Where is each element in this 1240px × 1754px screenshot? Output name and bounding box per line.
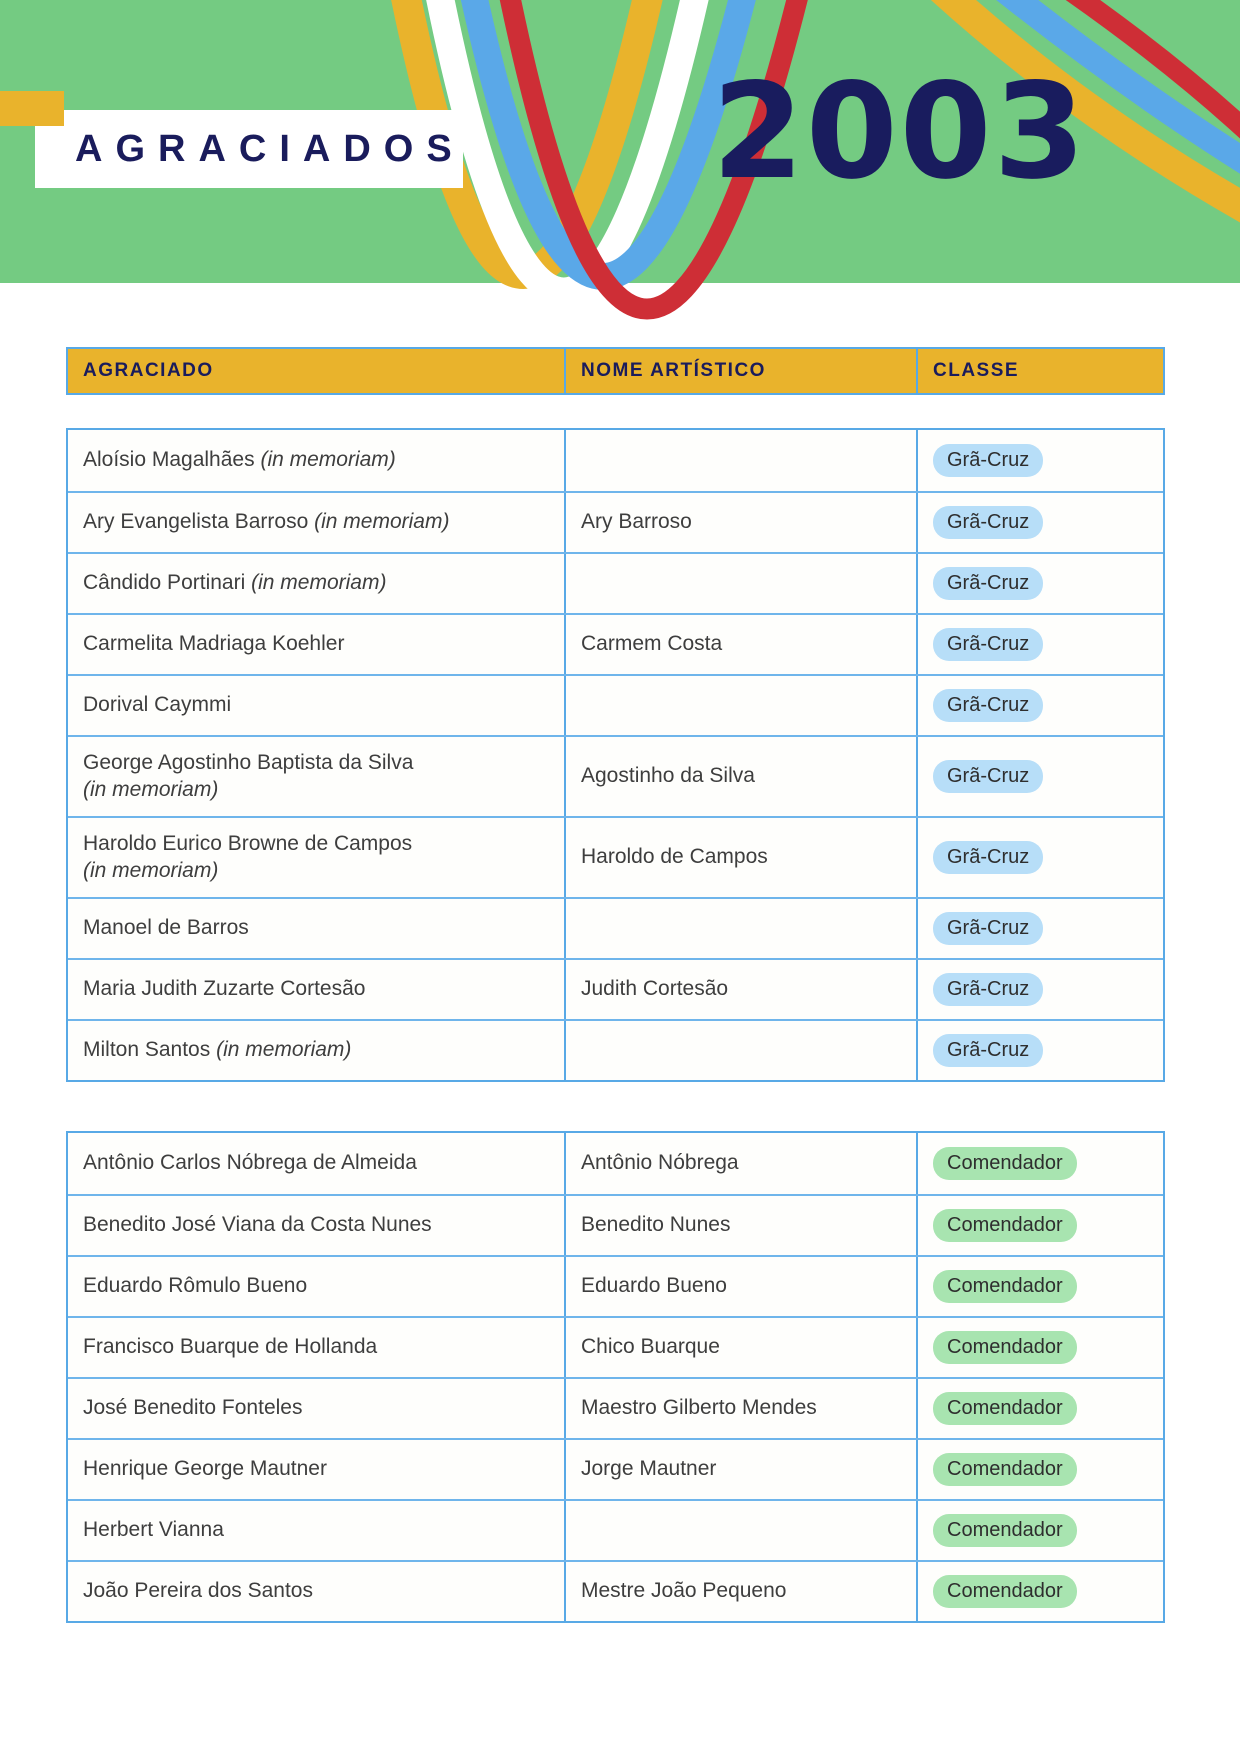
agraciado-cell xyxy=(68,1440,564,1499)
classe-cell xyxy=(916,493,1163,552)
agraciado-cell xyxy=(68,430,564,491)
agraciado-name: Eduardo Rômulo Bueno xyxy=(83,1274,308,1298)
classe-cell xyxy=(916,1501,1163,1560)
nome-artistico-cell xyxy=(564,1501,916,1560)
artistic-name: Maestro Gilberto Mendes xyxy=(581,1396,817,1420)
classe-cell xyxy=(916,1562,1163,1621)
agraciado-name: Ary Evangelista Barroso (in memoriam) xyxy=(83,510,450,534)
table-row xyxy=(68,1019,1163,1080)
table-row xyxy=(68,816,1163,897)
agraciado-cell xyxy=(68,737,564,816)
nome-artistico-cell xyxy=(564,615,916,674)
table-row xyxy=(68,1316,1163,1377)
agraciado-name: Manoel de Barros xyxy=(83,916,249,940)
classe-cell xyxy=(916,1133,1163,1194)
column-header-classe: CLASSE xyxy=(916,349,1163,393)
agraciado-cell xyxy=(68,1257,564,1316)
table-row xyxy=(68,1133,1163,1194)
nome-artistico-cell xyxy=(564,1440,916,1499)
nome-artistico-cell xyxy=(564,1196,916,1255)
agraciado-name: Carmelita Madriaga Koehler xyxy=(83,632,345,656)
classe-cell xyxy=(916,1379,1163,1438)
recipients-table xyxy=(66,347,1165,1623)
classe-cell xyxy=(916,554,1163,613)
agraciado-name: Dorival Caymmi xyxy=(83,693,232,717)
artistic-name: Judith Cortesão xyxy=(581,977,729,1001)
agraciado-cell xyxy=(68,1501,564,1560)
classe-badge: Grã-Cruz xyxy=(933,841,1043,874)
agraciado-name: Henrique George Mautner xyxy=(83,1457,327,1481)
classe-badge: Comendador xyxy=(933,1209,1077,1242)
artistic-name: Mestre João Pequeno xyxy=(581,1579,787,1603)
year-label: 2003 xyxy=(712,55,1088,209)
classe-cell xyxy=(916,430,1163,491)
classe-badge: Comendador xyxy=(933,1331,1077,1364)
classe-cell xyxy=(916,899,1163,958)
artistic-name: Ary Barroso xyxy=(581,510,692,534)
classe-badge: Comendador xyxy=(933,1453,1077,1486)
agraciado-name: Francisco Buarque de Hollanda xyxy=(83,1335,378,1359)
agraciado-cell xyxy=(68,960,564,1019)
agraciado-name: Herbert Vianna xyxy=(83,1518,224,1542)
nome-artistico-cell xyxy=(564,1379,916,1438)
agraciado-name: George Agostinho Baptista da Silva (in memoriam) xyxy=(83,751,414,801)
nome-artistico-cell xyxy=(564,899,916,958)
agraciado-cell xyxy=(68,554,564,613)
classe-badge: Grã-Cruz xyxy=(933,912,1043,945)
nome-artistico-cell xyxy=(564,493,916,552)
agraciado-cell xyxy=(68,818,564,897)
agraciado-name: João Pereira dos Santos xyxy=(83,1579,313,1603)
agraciado-name: Haroldo Eurico Browne de Campos (in memoriam) xyxy=(83,832,413,882)
classe-cell xyxy=(916,1318,1163,1377)
classe-cell xyxy=(916,1257,1163,1316)
artistic-name: Chico Buarque xyxy=(581,1335,720,1359)
nome-artistico-cell xyxy=(564,430,916,491)
nome-artistico-cell xyxy=(564,737,916,816)
classe-cell xyxy=(916,1440,1163,1499)
artistic-name: Benedito Nunes xyxy=(581,1213,731,1237)
artistic-name: Carmem Costa xyxy=(581,632,723,656)
nome-artistico-cell xyxy=(564,818,916,897)
class-group-gra xyxy=(66,428,1165,1082)
classe-cell xyxy=(916,676,1163,735)
table-row xyxy=(68,1560,1163,1621)
yellow-accent-chip xyxy=(0,91,64,126)
table-row xyxy=(68,674,1163,735)
nome-artistico-cell xyxy=(564,554,916,613)
table-row xyxy=(68,897,1163,958)
nome-artistico-cell xyxy=(564,1562,916,1621)
classe-cell xyxy=(916,1021,1163,1080)
classe-cell xyxy=(916,818,1163,897)
table-row xyxy=(68,613,1163,674)
artistic-name: Jorge Mautner xyxy=(581,1457,717,1481)
table-row xyxy=(68,1194,1163,1255)
table-row xyxy=(68,735,1163,816)
agraciado-cell xyxy=(68,1562,564,1621)
classe-badge: Grã-Cruz xyxy=(933,689,1043,722)
classe-badge: Grã-Cruz xyxy=(933,1034,1043,1067)
agraciado-name: Aloísio Magalhães (in memoriam) xyxy=(83,448,396,472)
agraciado-cell xyxy=(68,1021,564,1080)
nome-artistico-cell xyxy=(564,676,916,735)
agraciado-cell xyxy=(68,1196,564,1255)
classe-cell xyxy=(916,960,1163,1019)
table-row xyxy=(68,1377,1163,1438)
agraciado-cell xyxy=(68,615,564,674)
nome-artistico-cell xyxy=(564,1021,916,1080)
artistic-name: Haroldo de Campos xyxy=(581,845,768,869)
artistic-name: Agostinho da Silva xyxy=(581,764,755,788)
agraciado-name: Maria Judith Zuzarte Cortesão xyxy=(83,977,366,1001)
agraciado-name: Antônio Carlos Nóbrega de Almeida xyxy=(83,1151,417,1175)
agraciado-name: Milton Santos (in memoriam) xyxy=(83,1038,352,1062)
agraciado-name: José Benedito Fonteles xyxy=(83,1396,303,1420)
table-row xyxy=(68,491,1163,552)
title-box xyxy=(35,110,463,188)
agraciado-cell xyxy=(68,493,564,552)
artistic-name: Eduardo Bueno xyxy=(581,1274,727,1298)
agraciado-name: Cândido Portinari (in memoriam) xyxy=(83,571,387,595)
classe-badge: Grã-Cruz xyxy=(933,567,1043,600)
class-group-com xyxy=(66,1131,1165,1623)
classe-badge: Comendador xyxy=(933,1392,1077,1425)
column-header-nome-artistico: NOME ARTÍSTICO xyxy=(564,349,916,393)
classe-badge: Comendador xyxy=(933,1147,1077,1180)
agraciado-cell xyxy=(68,899,564,958)
table-row xyxy=(68,1255,1163,1316)
classe-cell xyxy=(916,615,1163,674)
classe-badge: Grã-Cruz xyxy=(933,973,1043,1006)
nome-artistico-cell xyxy=(564,960,916,1019)
table-row xyxy=(68,1499,1163,1560)
classe-cell xyxy=(916,737,1163,816)
classe-badge: Comendador xyxy=(933,1270,1077,1303)
nome-artistico-cell xyxy=(564,1257,916,1316)
agraciado-cell xyxy=(68,1133,564,1194)
agraciado-name: Benedito José Viana da Costa Nunes xyxy=(83,1213,432,1237)
classe-badge: Grã-Cruz xyxy=(933,506,1043,539)
agraciado-cell xyxy=(68,1318,564,1377)
artistic-name: Antônio Nóbrega xyxy=(581,1151,739,1175)
nome-artistico-cell xyxy=(564,1133,916,1194)
column-header-agraciado: AGRACIADO xyxy=(83,360,214,381)
classe-cell xyxy=(916,1196,1163,1255)
classe-badge: Grã-Cruz xyxy=(933,444,1043,477)
classe-badge: Grã-Cruz xyxy=(933,628,1043,661)
classe-badge: Comendador xyxy=(933,1514,1077,1547)
nome-artistico-cell xyxy=(564,1318,916,1377)
table-row xyxy=(68,958,1163,1019)
agraciado-cell xyxy=(68,1379,564,1438)
table-row xyxy=(68,430,1163,491)
table-row xyxy=(68,1438,1163,1499)
table-body xyxy=(66,428,1165,1623)
page-title: AGRACIADOS xyxy=(75,127,465,170)
table-row xyxy=(68,552,1163,613)
classe-badge: Grã-Cruz xyxy=(933,760,1043,793)
classe-badge: Comendador xyxy=(933,1575,1077,1608)
table-header-row xyxy=(66,347,1165,395)
page-header xyxy=(0,0,1240,283)
agraciado-cell xyxy=(68,676,564,735)
